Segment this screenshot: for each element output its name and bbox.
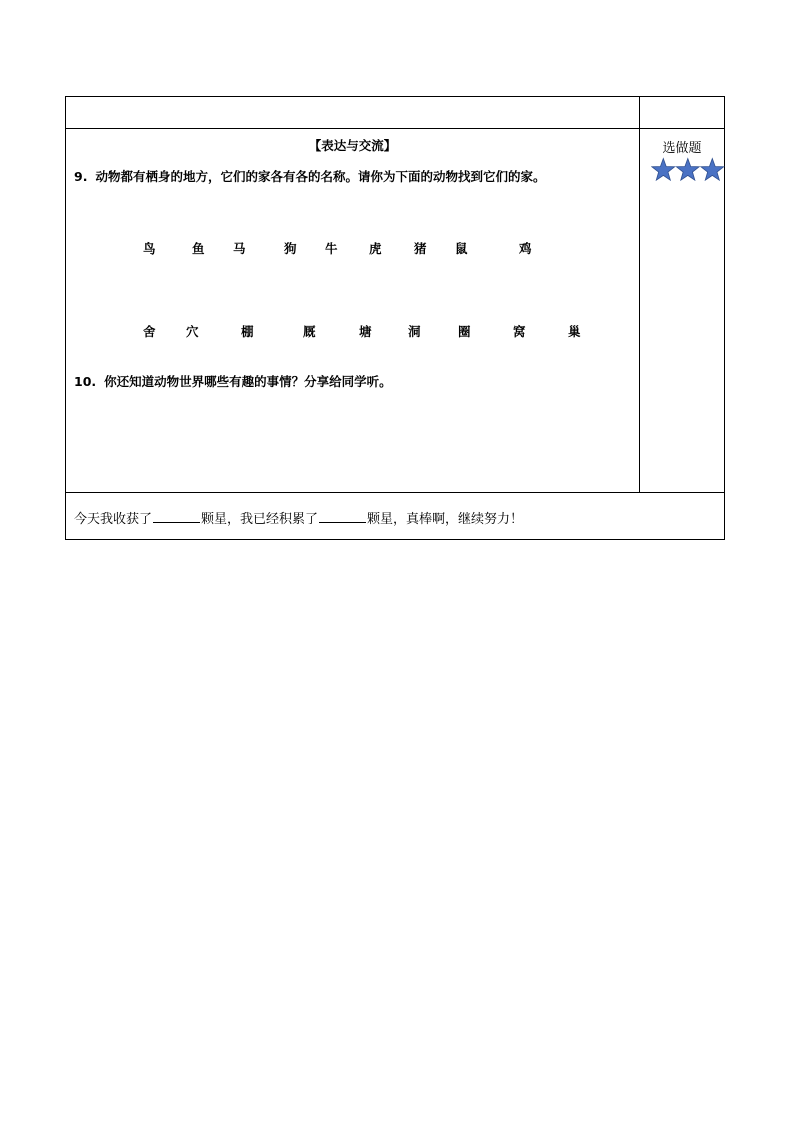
column-divider bbox=[639, 129, 640, 492]
question-10 bbox=[74, 372, 392, 390]
star-icon bbox=[676, 159, 699, 181]
summary-sentence bbox=[74, 508, 523, 527]
question-text: 你还知道动物世界哪些有趣的事情？分享给同学听。 bbox=[104, 374, 392, 389]
home-word: 圈 bbox=[458, 324, 471, 339]
animal-word: 狗 bbox=[284, 241, 297, 256]
animal-word: 猪 bbox=[414, 241, 427, 256]
animal-word: 虎 bbox=[369, 241, 382, 256]
home-word: 巢 bbox=[568, 324, 581, 339]
animal-word: 牛 bbox=[325, 241, 338, 256]
animal-word: 马 bbox=[233, 241, 246, 256]
summary-text-1: 今天我收获了 bbox=[74, 512, 153, 527]
home-word: 塘 bbox=[359, 324, 372, 339]
table-header-row bbox=[65, 96, 725, 129]
exercise-row bbox=[65, 128, 725, 493]
animal-word: 鱼 bbox=[192, 241, 205, 256]
rating-stars bbox=[651, 157, 725, 183]
star-icon bbox=[701, 159, 724, 181]
animal-word: 鸡 bbox=[519, 241, 532, 256]
question-number: 10. bbox=[74, 374, 97, 389]
summary-row bbox=[65, 492, 725, 540]
summary-text-3: 颗星，真棒啊，继续努力！ bbox=[367, 512, 524, 527]
summary-text-2: 颗星，我已经积累了 bbox=[201, 512, 319, 527]
worksheet-table bbox=[65, 96, 725, 540]
home-word: 舍 bbox=[143, 324, 156, 339]
column-divider bbox=[639, 97, 640, 128]
question-9 bbox=[74, 167, 545, 185]
star-icon bbox=[652, 159, 675, 181]
animal-word: 鼠 bbox=[455, 241, 468, 256]
home-word: 洞 bbox=[408, 324, 421, 339]
home-word: 穴 bbox=[186, 324, 199, 339]
animal-word: 鸟 bbox=[143, 241, 156, 256]
blank-field[interactable] bbox=[319, 510, 366, 523]
section-title: 【表达与交流】 bbox=[308, 138, 397, 153]
optional-label: 选做题 bbox=[662, 141, 702, 156]
home-word: 棚 bbox=[241, 324, 254, 339]
blank-field[interactable] bbox=[153, 510, 200, 523]
question-number: 9. bbox=[74, 169, 88, 184]
home-word: 厩 bbox=[303, 324, 316, 339]
home-word: 窝 bbox=[513, 324, 526, 339]
question-text: 动物都有栖身的地方，它们的家各有各的名称。请你为下面的动物找到它们的家。 bbox=[95, 169, 546, 184]
